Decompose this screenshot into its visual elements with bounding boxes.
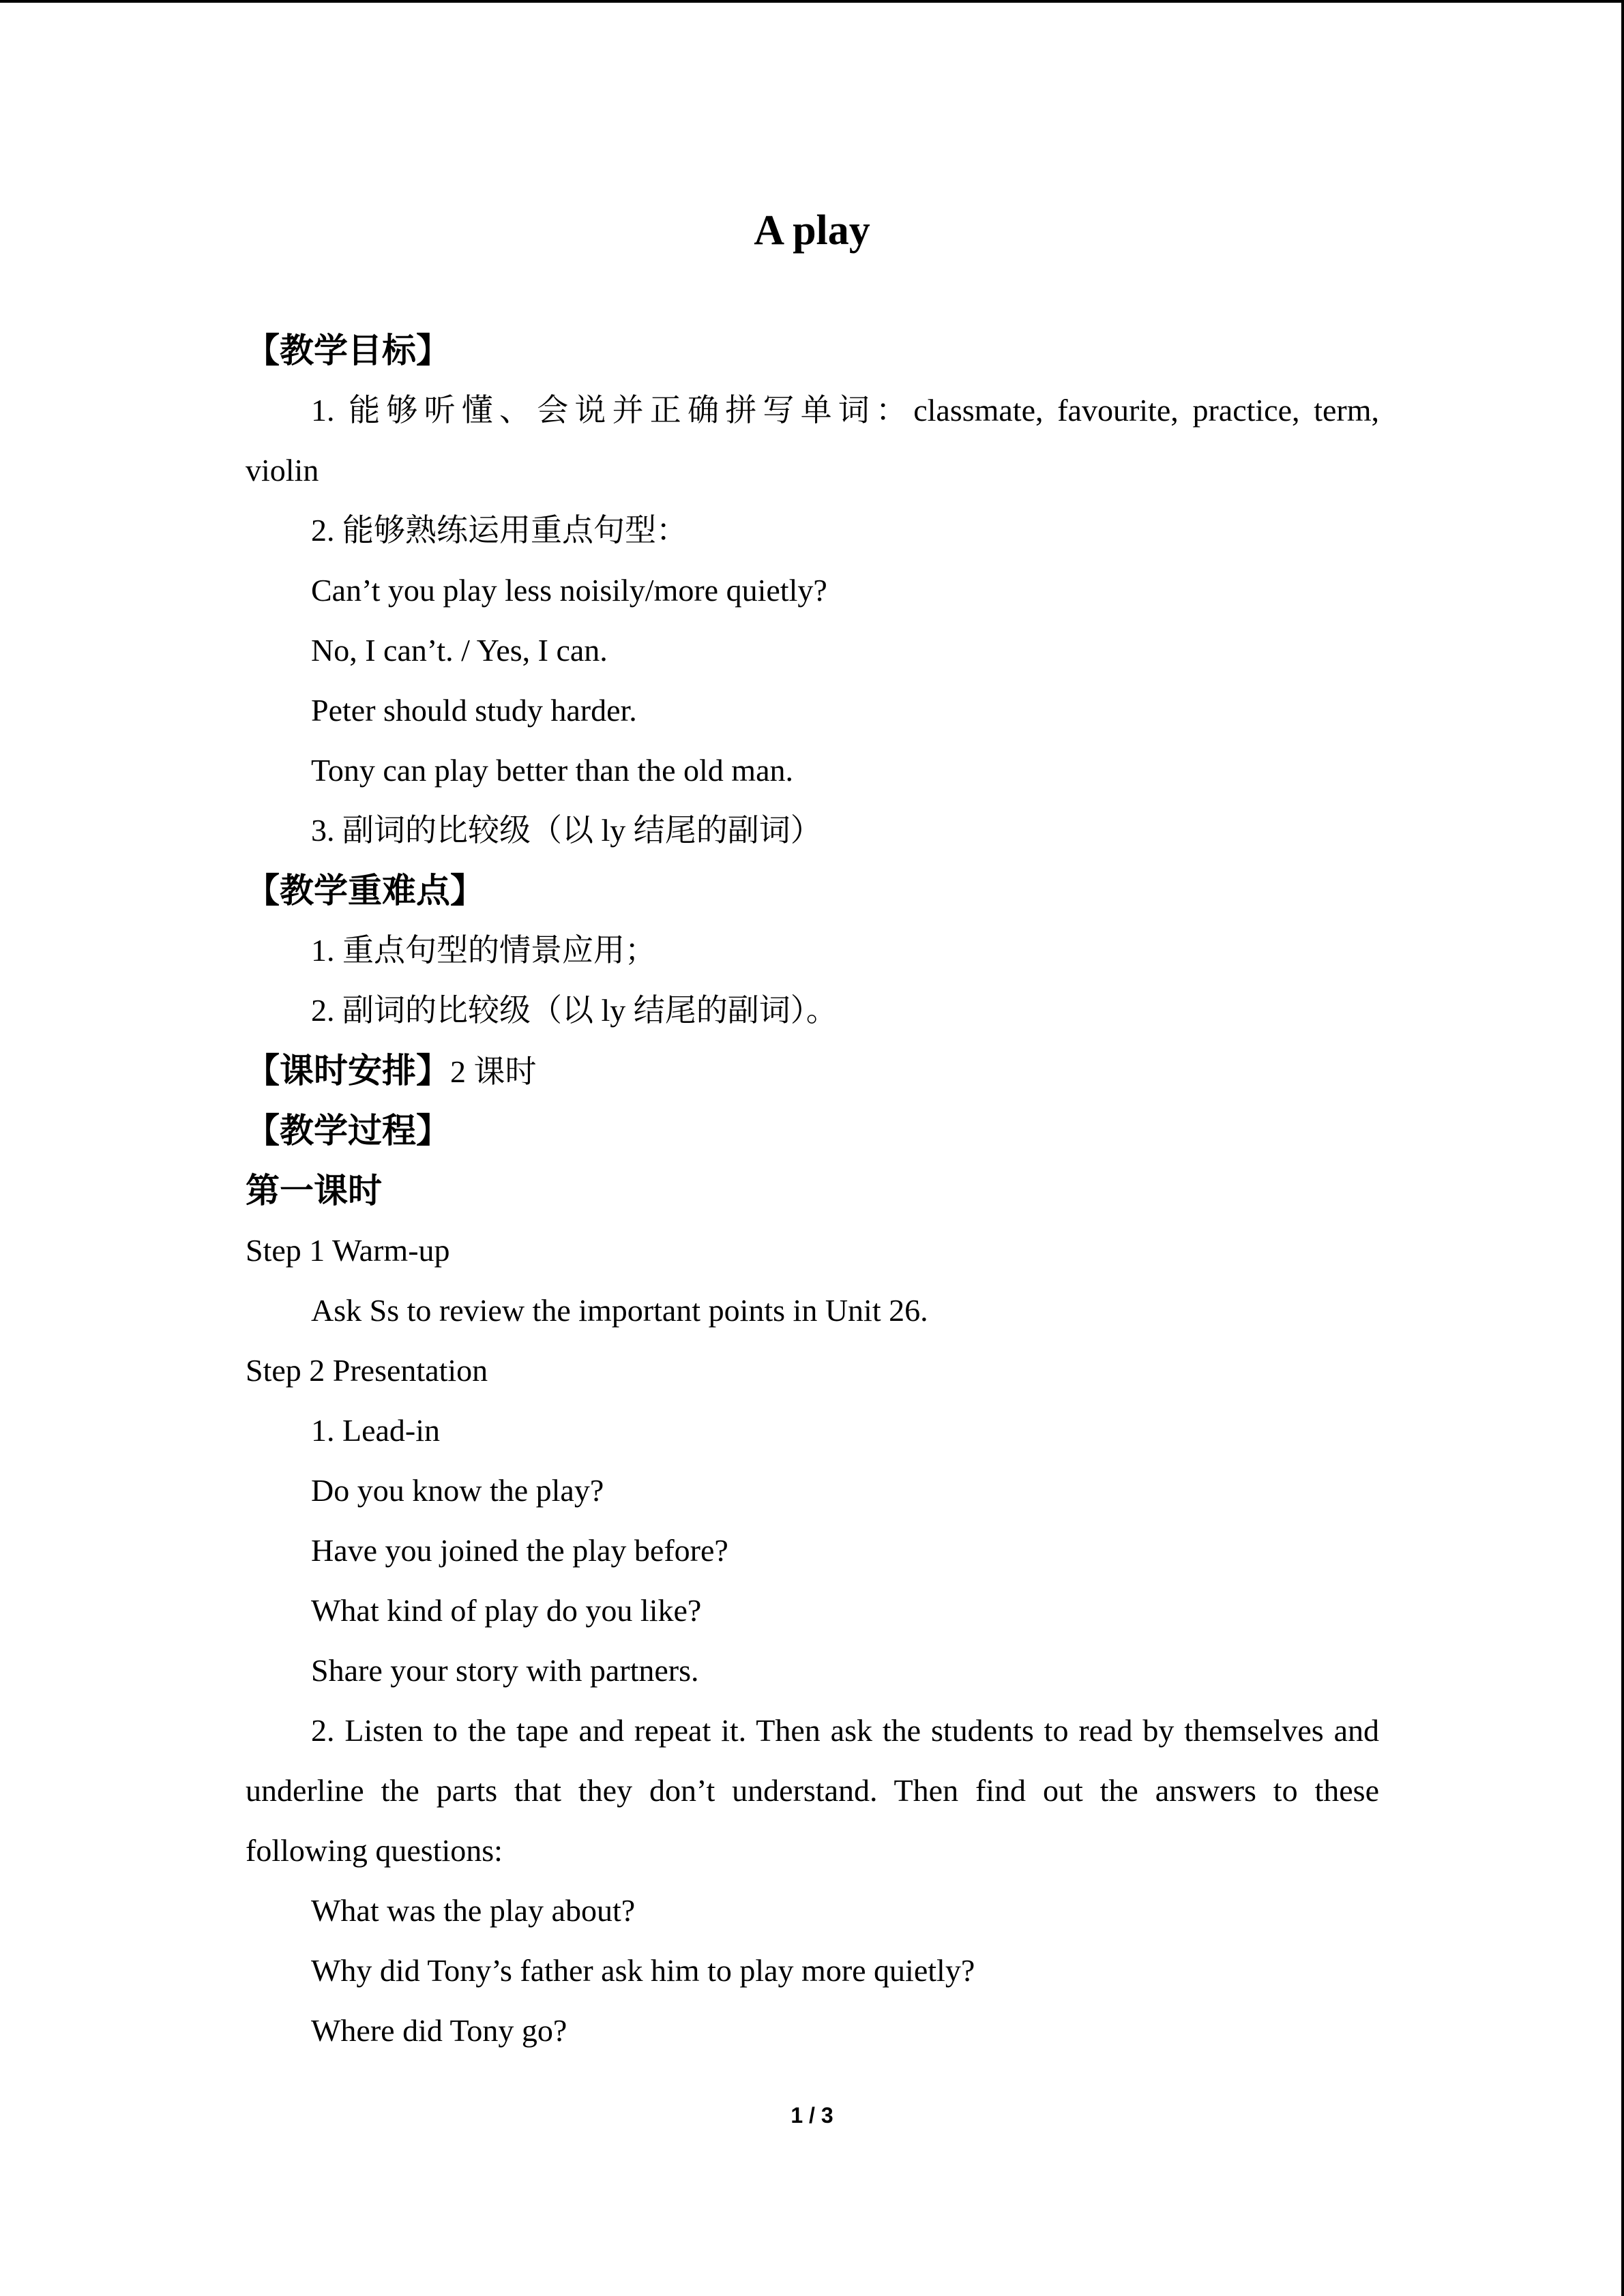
reading-question-1: What was the play about? bbox=[311, 1893, 636, 1928]
schedule-heading: 【课时安排】 bbox=[246, 1051, 450, 1090]
lead-in-question-1: Do you know the play? bbox=[311, 1473, 604, 1508]
lead-in-question-4: Share your story with partners. bbox=[311, 1653, 699, 1688]
listen-paragraph-line-2: underline the parts that they don’t understand. Then find out the answers to these bbox=[246, 1773, 1379, 1808]
objectives-heading: 【教学目标】 bbox=[246, 331, 450, 370]
page-number: 1 / 3 bbox=[791, 2103, 833, 2128]
key-sentence-2: No, I can’t. / Yes, I can. bbox=[311, 633, 608, 668]
objective-item-1-line-1: 1. 能够听懂、会说并正确拼写单词：classmate, favourite, practice, term, bbox=[311, 393, 1379, 428]
listen-paragraph-line-3: following questions: bbox=[246, 1833, 503, 1868]
objective-item-3: 3. 副词的比较级（以 ly 结尾的副词） bbox=[311, 813, 822, 848]
step-2-title: Step 2 Presentation bbox=[246, 1353, 488, 1388]
reading-question-3: Where did Tony go? bbox=[311, 2013, 567, 2048]
key-point-item-1: 1. 重点句型的情景应用； bbox=[311, 933, 656, 968]
document-title: A play bbox=[754, 207, 870, 254]
lead-in-question-3: What kind of play do you like? bbox=[311, 1593, 702, 1628]
objective-item-2: 2. 能够熟练运用重点句型： bbox=[311, 513, 688, 548]
objective-item-1-line-2: violin bbox=[246, 453, 319, 488]
key-point-item-2: 2. 副词的比较级（以 ly 结尾的副词）。 bbox=[311, 993, 838, 1028]
lead-in-question-2: Have you joined the play before? bbox=[311, 1533, 728, 1568]
schedule-value: 2 课时 bbox=[450, 1054, 537, 1089]
document-body bbox=[246, 320, 1379, 2061]
key-points-heading: 【教学重难点】 bbox=[246, 871, 484, 910]
key-sentence-1: Can’t you play less noisily/more quietly? bbox=[311, 573, 827, 608]
page-top-border bbox=[0, 0, 1624, 3]
schedule-line bbox=[246, 1041, 1379, 1101]
reading-question-2: Why did Tony’s father ask him to play more quietly? bbox=[311, 1953, 975, 1988]
key-sentence-4: Tony can play better than the old man. bbox=[311, 753, 794, 788]
listen-paragraph-line-1: 2. Listen to the tape and repeat it. Then ask the students to read by themselves and bbox=[311, 1713, 1379, 1748]
step-1-text: Ask Ss to review the important points in Unit 26. bbox=[311, 1293, 928, 1328]
page-right-border bbox=[1621, 0, 1624, 2296]
step-1-title: Step 1 Warm-up bbox=[246, 1233, 450, 1268]
key-sentence-3: Peter should study harder. bbox=[311, 693, 637, 728]
process-heading: 【教学过程】 bbox=[246, 1111, 450, 1150]
lead-in-title: 1. Lead-in bbox=[311, 1413, 441, 1448]
lesson-1-heading: 第一课时 bbox=[246, 1171, 382, 1210]
